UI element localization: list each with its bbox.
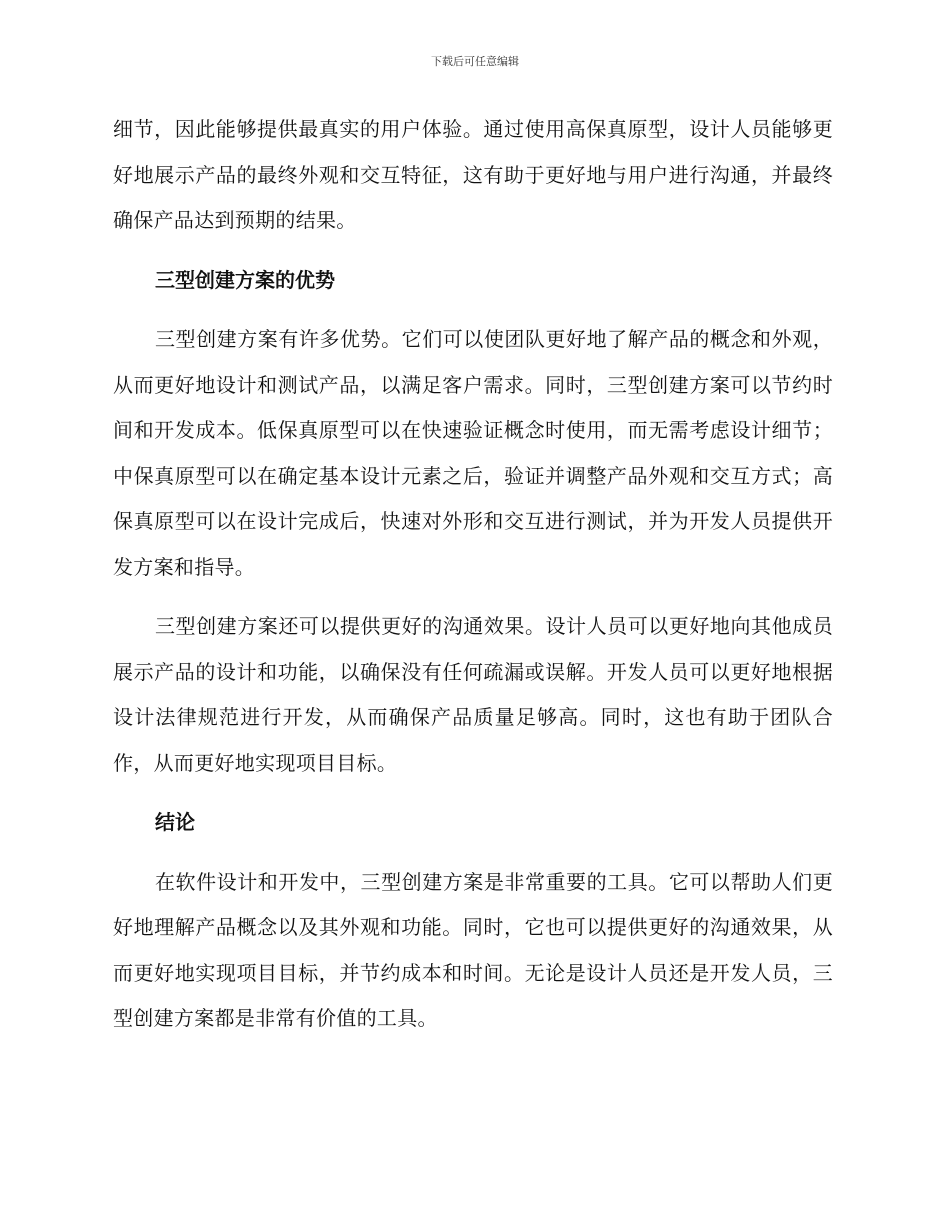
document-body <box>113 107 833 1042</box>
paragraph-communication: 三型创建方案还可以提供更好的沟通效果。设计人员可以更好地向其他成员展示产品的设计和功能，以确保没有任何疏漏或误解。开发人员可以更好地根据设计法律规范进行开发，从而确保产品质量足够高。同时，这也有助于团队合作，从而更好地实现项目目标。 <box>113 614 833 775</box>
section-heading-conclusion: 结论 <box>155 810 195 834</box>
paragraph-continuation: 细节，因此能够提供最真实的用户体验。通过使用高保真原型，设计人员能够更好地展示产品的最终外观和交互特征，这有助于更好地与用户进行沟通，并最终确保产品达到预期的结果。 <box>113 117 833 232</box>
paragraph-advantages: 三型创建方案有许多优势。它们可以使团队更好地了解产品的概念和外观，从而更好地设计和测试产品，以满足客户需求。同时，三型创建方案可以节约时间和开发成本。低保真原型可以在快速验证概念时使用，而无需考虑设计细节；中保真原型可以在确定基本设计元素之后，验证并调整产品外观和交互方式；高保真原型可以在设计完成后，快速对外形和交互进行测试，并为开发人员提供开发方案和指导。 <box>113 327 833 579</box>
section-heading-advantages: 三型创建方案的优势 <box>155 267 335 292</box>
paragraph-conclusion: 在软件设计和开发中，三型创建方案是非常重要的工具。它可以帮助人们更好地理解产品概念以及其外观和功能。同时，它也可以提供更好的沟通效果，从而更好地实现项目目标，并节约成本和时间。无论是设计人员还是开发人员，三型创建方案都是非常有价值的工具。 <box>113 869 833 1030</box>
page-header: 下载后可任意编辑 <box>431 55 519 68</box>
